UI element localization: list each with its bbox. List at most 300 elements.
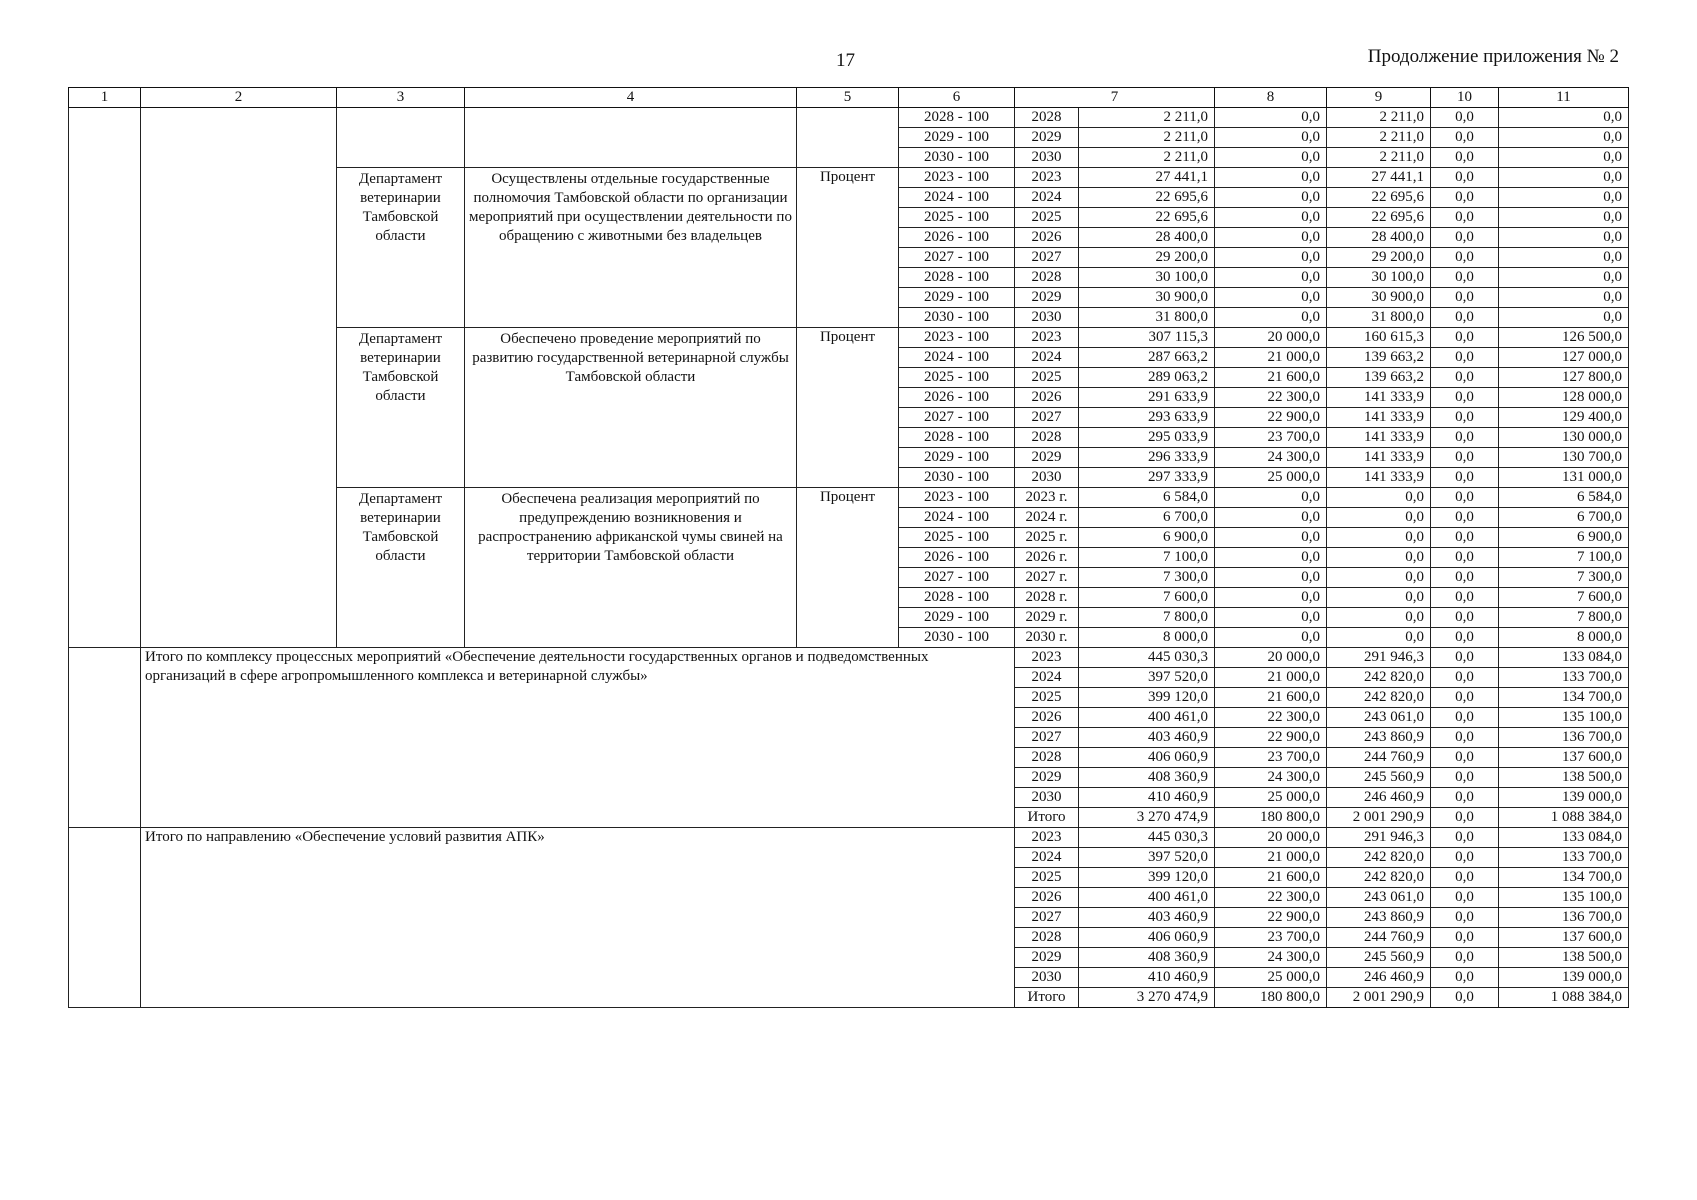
value-cell: 0,0 <box>1327 548 1431 568</box>
total-row <box>69 828 1629 848</box>
column-header-3: 3 <box>337 88 465 108</box>
value-cell: 0,0 <box>1431 408 1499 428</box>
value-cell: 127 800,0 <box>1499 368 1629 388</box>
value-cell: 6 900,0 <box>1499 528 1629 548</box>
value-cell: 2024 г. <box>1015 508 1079 528</box>
value-cell: 2028 - 100 <box>899 268 1015 288</box>
value-cell: 2027 г. <box>1015 568 1079 588</box>
value-cell: 0,0 <box>1499 208 1629 228</box>
value-cell: 1 088 384,0 <box>1499 808 1629 828</box>
value-cell: 2023 <box>1015 168 1079 188</box>
value-cell: 6 584,0 <box>1499 488 1629 508</box>
value-cell: 406 060,9 <box>1079 748 1215 768</box>
value-cell: 29 200,0 <box>1079 248 1215 268</box>
value-cell: 2023 <box>1015 828 1079 848</box>
value-cell: 22 900,0 <box>1215 408 1327 428</box>
value-cell: 133 084,0 <box>1499 648 1629 668</box>
value-cell: 2028 - 100 <box>899 108 1015 128</box>
value-cell: 30 100,0 <box>1327 268 1431 288</box>
value-cell: 0,0 <box>1431 468 1499 488</box>
value-cell: 131 000,0 <box>1499 468 1629 488</box>
value-cell: 2025 - 100 <box>899 208 1015 228</box>
value-cell: 0,0 <box>1499 108 1629 128</box>
empty-cell-col1 <box>69 108 141 648</box>
value-cell: 242 820,0 <box>1327 848 1431 868</box>
value-cell: 135 100,0 <box>1499 888 1629 908</box>
value-cell: 291 633,9 <box>1079 388 1215 408</box>
responsible-org-cell: Департамент ветеринарии Тамбовской области <box>337 488 465 648</box>
value-cell: 0,0 <box>1431 928 1499 948</box>
value-cell: 399 120,0 <box>1079 688 1215 708</box>
value-cell: 0,0 <box>1215 548 1327 568</box>
value-cell: 22 695,6 <box>1079 188 1215 208</box>
table-row <box>69 108 1629 128</box>
value-cell: 0,0 <box>1327 608 1431 628</box>
value-cell: 2029 - 100 <box>899 128 1015 148</box>
value-cell: 0,0 <box>1431 568 1499 588</box>
value-cell: 2027 - 100 <box>899 568 1015 588</box>
responsible-org-cell: Департамент ветеринарии Тамбовской области <box>337 328 465 488</box>
value-cell: 7 100,0 <box>1079 548 1215 568</box>
value-cell: 246 460,9 <box>1327 788 1431 808</box>
value-cell: Итого <box>1015 988 1079 1008</box>
value-cell: 2027 <box>1015 408 1079 428</box>
value-cell: 445 030,3 <box>1079 828 1215 848</box>
value-cell: 2030 <box>1015 308 1079 328</box>
value-cell: 0,0 <box>1215 148 1327 168</box>
value-cell: 0,0 <box>1431 548 1499 568</box>
value-cell: 0,0 <box>1431 188 1499 208</box>
value-cell: 0,0 <box>1431 888 1499 908</box>
value-cell: 24 300,0 <box>1215 948 1327 968</box>
value-cell: 21 000,0 <box>1215 668 1327 688</box>
value-cell: 2026 <box>1015 388 1079 408</box>
value-cell: 141 333,9 <box>1327 428 1431 448</box>
value-cell: 8 000,0 <box>1499 628 1629 648</box>
value-cell: 0,0 <box>1431 328 1499 348</box>
value-cell: 0,0 <box>1431 268 1499 288</box>
value-cell: 130 000,0 <box>1499 428 1629 448</box>
value-cell: 141 333,9 <box>1327 468 1431 488</box>
value-cell: 8 000,0 <box>1079 628 1215 648</box>
value-cell: 139 663,2 <box>1327 368 1431 388</box>
value-cell: 138 500,0 <box>1499 768 1629 788</box>
value-cell: 408 360,9 <box>1079 948 1215 968</box>
value-cell: 21 000,0 <box>1215 848 1327 868</box>
value-cell: 0,0 <box>1431 488 1499 508</box>
value-cell: 0,0 <box>1499 288 1629 308</box>
value-cell: 2030 - 100 <box>899 468 1015 488</box>
value-cell: 243 061,0 <box>1327 708 1431 728</box>
value-cell: 6 700,0 <box>1079 508 1215 528</box>
value-cell: 0,0 <box>1215 188 1327 208</box>
value-cell: 0,0 <box>1431 348 1499 368</box>
value-cell: 2025 г. <box>1015 528 1079 548</box>
value-cell: 244 760,9 <box>1327 748 1431 768</box>
value-cell: 2030 <box>1015 968 1079 988</box>
value-cell: 29 200,0 <box>1327 248 1431 268</box>
value-cell: 141 333,9 <box>1327 388 1431 408</box>
value-cell: 24 300,0 <box>1215 448 1327 468</box>
value-cell: 2028 <box>1015 928 1079 948</box>
value-cell: 0,0 <box>1431 508 1499 528</box>
value-cell: 20 000,0 <box>1215 328 1327 348</box>
value-cell: 128 000,0 <box>1499 388 1629 408</box>
value-cell: 2028 <box>1015 108 1079 128</box>
value-cell: 2025 <box>1015 208 1079 228</box>
value-cell: 2027 <box>1015 908 1079 928</box>
value-cell: 2024 <box>1015 348 1079 368</box>
value-cell: 0,0 <box>1431 948 1499 968</box>
value-cell: 0,0 <box>1431 108 1499 128</box>
value-cell: 22 300,0 <box>1215 888 1327 908</box>
value-cell: 2027 <box>1015 248 1079 268</box>
value-cell: 2025 <box>1015 368 1079 388</box>
value-cell: 242 820,0 <box>1327 688 1431 708</box>
value-cell: 0,0 <box>1215 268 1327 288</box>
value-cell: 0,0 <box>1431 908 1499 928</box>
column-header-6: 6 <box>899 88 1015 108</box>
value-cell: 2029 - 100 <box>899 448 1015 468</box>
value-cell: 2 211,0 <box>1079 128 1215 148</box>
value-cell: 2024 - 100 <box>899 508 1015 528</box>
value-cell: 246 460,9 <box>1327 968 1431 988</box>
value-cell: 2023 - 100 <box>899 168 1015 188</box>
value-cell: 0,0 <box>1499 148 1629 168</box>
value-cell: 23 700,0 <box>1215 748 1327 768</box>
value-cell: 2030 - 100 <box>899 308 1015 328</box>
column-header-5: 5 <box>797 88 899 108</box>
value-cell: 0,0 <box>1327 488 1431 508</box>
value-cell: 242 820,0 <box>1327 668 1431 688</box>
value-cell: 21 600,0 <box>1215 868 1327 888</box>
value-cell: 0,0 <box>1431 968 1499 988</box>
value-cell: 141 333,9 <box>1327 448 1431 468</box>
value-cell: 20 000,0 <box>1215 828 1327 848</box>
value-cell: 2023 - 100 <box>899 328 1015 348</box>
value-cell: 0,0 <box>1431 848 1499 868</box>
value-cell: 2026 <box>1015 888 1079 908</box>
value-cell: 2028 <box>1015 268 1079 288</box>
value-cell: 0,0 <box>1431 748 1499 768</box>
value-cell: 0,0 <box>1431 368 1499 388</box>
value-cell: 0,0 <box>1215 288 1327 308</box>
column-header-10: 10 <box>1431 88 1499 108</box>
empty-cell-col1 <box>69 648 141 828</box>
value-cell: 0,0 <box>1431 308 1499 328</box>
value-cell: 2023 <box>1015 328 1079 348</box>
value-cell: 399 120,0 <box>1079 868 1215 888</box>
value-cell: 21 000,0 <box>1215 348 1327 368</box>
value-cell: 30 900,0 <box>1079 288 1215 308</box>
value-cell: 2025 - 100 <box>899 368 1015 388</box>
value-cell: 23 700,0 <box>1215 928 1327 948</box>
value-cell: 403 460,9 <box>1079 908 1215 928</box>
value-cell: 400 461,0 <box>1079 708 1215 728</box>
value-cell: 2 001 290,9 <box>1327 988 1431 1008</box>
value-cell: 0,0 <box>1215 608 1327 628</box>
value-cell: 6 584,0 <box>1079 488 1215 508</box>
value-cell: 2024 <box>1015 848 1079 868</box>
value-cell: 0,0 <box>1431 788 1499 808</box>
value-cell: 139 663,2 <box>1327 348 1431 368</box>
value-cell: 21 600,0 <box>1215 368 1327 388</box>
value-cell: 2 211,0 <box>1327 128 1431 148</box>
value-cell: 127 000,0 <box>1499 348 1629 368</box>
value-cell: 27 441,1 <box>1327 168 1431 188</box>
value-cell: 28 400,0 <box>1327 228 1431 248</box>
value-cell: 2024 - 100 <box>899 188 1015 208</box>
value-cell: 2026 г. <box>1015 548 1079 568</box>
value-cell: 0,0 <box>1215 128 1327 148</box>
value-cell: 0,0 <box>1431 808 1499 828</box>
value-cell: 6 700,0 <box>1499 508 1629 528</box>
value-cell: 287 663,2 <box>1079 348 1215 368</box>
value-cell: 243 860,9 <box>1327 908 1431 928</box>
value-cell: 137 600,0 <box>1499 928 1629 948</box>
value-cell: 138 500,0 <box>1499 948 1629 968</box>
value-cell: 291 946,3 <box>1327 648 1431 668</box>
value-cell: 2028 <box>1015 748 1079 768</box>
value-cell: 0,0 <box>1499 228 1629 248</box>
value-cell: 160 615,3 <box>1327 328 1431 348</box>
value-cell: 0,0 <box>1499 308 1629 328</box>
value-cell: 403 460,9 <box>1079 728 1215 748</box>
value-cell: 2025 <box>1015 688 1079 708</box>
value-cell: 22 695,6 <box>1327 208 1431 228</box>
value-cell: 0,0 <box>1327 528 1431 548</box>
value-cell: 2028 - 100 <box>899 428 1015 448</box>
value-cell: 0,0 <box>1431 828 1499 848</box>
value-cell: 2028 г. <box>1015 588 1079 608</box>
value-cell: 0,0 <box>1327 568 1431 588</box>
value-cell: 0,0 <box>1431 288 1499 308</box>
value-cell: 0,0 <box>1215 488 1327 508</box>
value-cell: 139 000,0 <box>1499 788 1629 808</box>
value-cell: 0,0 <box>1431 588 1499 608</box>
value-cell: 397 520,0 <box>1079 848 1215 868</box>
value-cell: 2026 <box>1015 228 1079 248</box>
value-cell: 2029 <box>1015 288 1079 308</box>
value-cell: 3 270 474,9 <box>1079 988 1215 1008</box>
value-cell: 22 695,6 <box>1079 208 1215 228</box>
value-cell: 2030 - 100 <box>899 148 1015 168</box>
value-cell: 0,0 <box>1431 168 1499 188</box>
value-cell: 2 211,0 <box>1327 108 1431 128</box>
appendix-table <box>68 87 1629 1008</box>
value-cell: 2028 - 100 <box>899 588 1015 608</box>
value-cell: 25 000,0 <box>1215 468 1327 488</box>
value-cell: 0,0 <box>1499 268 1629 288</box>
value-cell: 30 100,0 <box>1079 268 1215 288</box>
value-cell: 180 800,0 <box>1215 988 1327 1008</box>
value-cell: 410 460,9 <box>1079 788 1215 808</box>
unit-cell: Процент <box>797 488 899 648</box>
value-cell: 2 211,0 <box>1079 108 1215 128</box>
value-cell: 2023 <box>1015 648 1079 668</box>
column-header-9: 9 <box>1327 88 1431 108</box>
value-cell: 2025 - 100 <box>899 528 1015 548</box>
value-cell: 2026 - 100 <box>899 548 1015 568</box>
value-cell: 0,0 <box>1431 988 1499 1008</box>
value-cell: 134 700,0 <box>1499 688 1629 708</box>
value-cell: 7 600,0 <box>1499 588 1629 608</box>
value-cell: 445 030,3 <box>1079 648 1215 668</box>
value-cell: 2029 - 100 <box>899 288 1015 308</box>
value-cell: 129 400,0 <box>1499 408 1629 428</box>
result-description-cell: Обеспечено проведение мероприятий по развитию государственной ветеринарной службы Тамбовской области <box>465 328 797 488</box>
value-cell: 0,0 <box>1327 628 1431 648</box>
value-cell: 2026 <box>1015 708 1079 728</box>
value-cell: 0,0 <box>1499 128 1629 148</box>
empty-cell-col1 <box>69 828 141 1008</box>
value-cell: 2030 г. <box>1015 628 1079 648</box>
total-label-cell: Итого по комплексу процессных мероприятий «Обеспечение деятельности государственных органов и подведомственных организаций в сфере агропромышленного комплекса и ветеринарной службы» <box>141 648 1015 828</box>
value-cell: 2 001 290,9 <box>1327 808 1431 828</box>
value-cell: 2029 - 100 <box>899 608 1015 628</box>
value-cell: 7 300,0 <box>1499 568 1629 588</box>
value-cell: 0,0 <box>1431 248 1499 268</box>
value-cell: 291 946,3 <box>1327 828 1431 848</box>
empty-cell-col4 <box>465 108 797 168</box>
value-cell: 7 800,0 <box>1079 608 1215 628</box>
total-label-cell: Итого по направлению «Обеспечение условий развития АПК» <box>141 828 1015 1008</box>
value-cell: 2025 <box>1015 868 1079 888</box>
value-cell: 27 441,1 <box>1079 168 1215 188</box>
total-row <box>69 648 1629 668</box>
value-cell: 6 900,0 <box>1079 528 1215 548</box>
unit-cell: Процент <box>797 168 899 328</box>
value-cell: 0,0 <box>1431 668 1499 688</box>
value-cell: 2 211,0 <box>1327 148 1431 168</box>
value-cell: 0,0 <box>1215 308 1327 328</box>
appendix-caption: Продолжение приложения № 2 <box>1367 46 1619 67</box>
value-cell: 0,0 <box>1499 188 1629 208</box>
value-cell: 2028 <box>1015 428 1079 448</box>
value-cell: 0,0 <box>1215 528 1327 548</box>
value-cell: 2027 <box>1015 728 1079 748</box>
value-cell: 31 800,0 <box>1327 308 1431 328</box>
value-cell: 21 600,0 <box>1215 688 1327 708</box>
value-cell: 0,0 <box>1431 388 1499 408</box>
value-cell: 25 000,0 <box>1215 968 1327 988</box>
value-cell: 242 820,0 <box>1327 868 1431 888</box>
value-cell: 0,0 <box>1215 628 1327 648</box>
column-header-8: 8 <box>1215 88 1327 108</box>
column-header-2: 2 <box>141 88 337 108</box>
unit-cell: Процент <box>797 328 899 488</box>
value-cell: 139 000,0 <box>1499 968 1629 988</box>
value-cell: 410 460,9 <box>1079 968 1215 988</box>
column-header-7: 7 <box>1015 88 1215 108</box>
value-cell: 0,0 <box>1431 208 1499 228</box>
value-cell: 0,0 <box>1431 428 1499 448</box>
value-cell: 0,0 <box>1431 728 1499 748</box>
value-cell: 2023 г. <box>1015 488 1079 508</box>
value-cell: 0,0 <box>1499 168 1629 188</box>
value-cell: 2027 - 100 <box>899 248 1015 268</box>
value-cell: 0,0 <box>1431 688 1499 708</box>
empty-cell-col5 <box>797 108 899 168</box>
value-cell: 2030 - 100 <box>899 628 1015 648</box>
value-cell: 30 900,0 <box>1327 288 1431 308</box>
value-cell: 130 700,0 <box>1499 448 1629 468</box>
value-cell: 289 063,2 <box>1079 368 1215 388</box>
value-cell: 0,0 <box>1431 128 1499 148</box>
value-cell: 135 100,0 <box>1499 708 1629 728</box>
value-cell: 31 800,0 <box>1079 308 1215 328</box>
value-cell: 22 900,0 <box>1215 908 1327 928</box>
value-cell: 22 300,0 <box>1215 708 1327 728</box>
value-cell: 245 560,9 <box>1327 948 1431 968</box>
value-cell: 24 300,0 <box>1215 768 1327 788</box>
empty-cell-col2 <box>141 108 337 648</box>
page-number: 17 <box>836 50 855 71</box>
value-cell: 0,0 <box>1327 508 1431 528</box>
value-cell: 397 520,0 <box>1079 668 1215 688</box>
value-cell: 2024 <box>1015 188 1079 208</box>
value-cell: 2029 г. <box>1015 608 1079 628</box>
value-cell: 136 700,0 <box>1499 728 1629 748</box>
value-cell: 0,0 <box>1215 208 1327 228</box>
value-cell: 0,0 <box>1215 508 1327 528</box>
value-cell: 2030 <box>1015 788 1079 808</box>
value-cell: 0,0 <box>1431 528 1499 548</box>
column-number-row <box>69 88 1629 108</box>
value-cell: 0,0 <box>1431 608 1499 628</box>
value-cell: 2026 - 100 <box>899 228 1015 248</box>
value-cell: 2029 <box>1015 768 1079 788</box>
value-cell: 22 900,0 <box>1215 728 1327 748</box>
value-cell: 7 100,0 <box>1499 548 1629 568</box>
empty-cell-col3 <box>337 108 465 168</box>
value-cell: 7 600,0 <box>1079 588 1215 608</box>
value-cell: 400 461,0 <box>1079 888 1215 908</box>
value-cell: 22 695,6 <box>1327 188 1431 208</box>
value-cell: 180 800,0 <box>1215 808 1327 828</box>
value-cell: 0,0 <box>1215 568 1327 588</box>
value-cell: 2027 - 100 <box>899 408 1015 428</box>
value-cell: 2 211,0 <box>1079 148 1215 168</box>
result-description-cell: Обеспечена реализация мероприятий по предупреждению возникновения и распространению африканской чумы свиней на территории Тамбовской области <box>465 488 797 648</box>
value-cell: 137 600,0 <box>1499 748 1629 768</box>
value-cell: 0,0 <box>1431 448 1499 468</box>
value-cell: 408 360,9 <box>1079 768 1215 788</box>
value-cell: 293 633,9 <box>1079 408 1215 428</box>
value-cell: 2026 - 100 <box>899 388 1015 408</box>
column-header-4: 4 <box>465 88 797 108</box>
value-cell: 406 060,9 <box>1079 928 1215 948</box>
value-cell: 2029 <box>1015 128 1079 148</box>
value-cell: 295 033,9 <box>1079 428 1215 448</box>
value-cell: 296 333,9 <box>1079 448 1215 468</box>
value-cell: 297 333,9 <box>1079 468 1215 488</box>
value-cell: 2024 <box>1015 668 1079 688</box>
value-cell: Итого <box>1015 808 1079 828</box>
value-cell: 0,0 <box>1431 228 1499 248</box>
value-cell: 23 700,0 <box>1215 428 1327 448</box>
value-cell: 0,0 <box>1327 588 1431 608</box>
value-cell: 25 000,0 <box>1215 788 1327 808</box>
value-cell: 7 800,0 <box>1499 608 1629 628</box>
value-cell: 0,0 <box>1215 228 1327 248</box>
value-cell: 3 270 474,9 <box>1079 808 1215 828</box>
result-description-cell: Осуществлены отдельные государственные полномочия Тамбовской области по организации мероприятий при осуществлении деятельности по обращению с животными без владельцев <box>465 168 797 328</box>
value-cell: 243 860,9 <box>1327 728 1431 748</box>
value-cell: 2029 <box>1015 448 1079 468</box>
value-cell: 2030 <box>1015 468 1079 488</box>
value-cell: 0,0 <box>1431 708 1499 728</box>
